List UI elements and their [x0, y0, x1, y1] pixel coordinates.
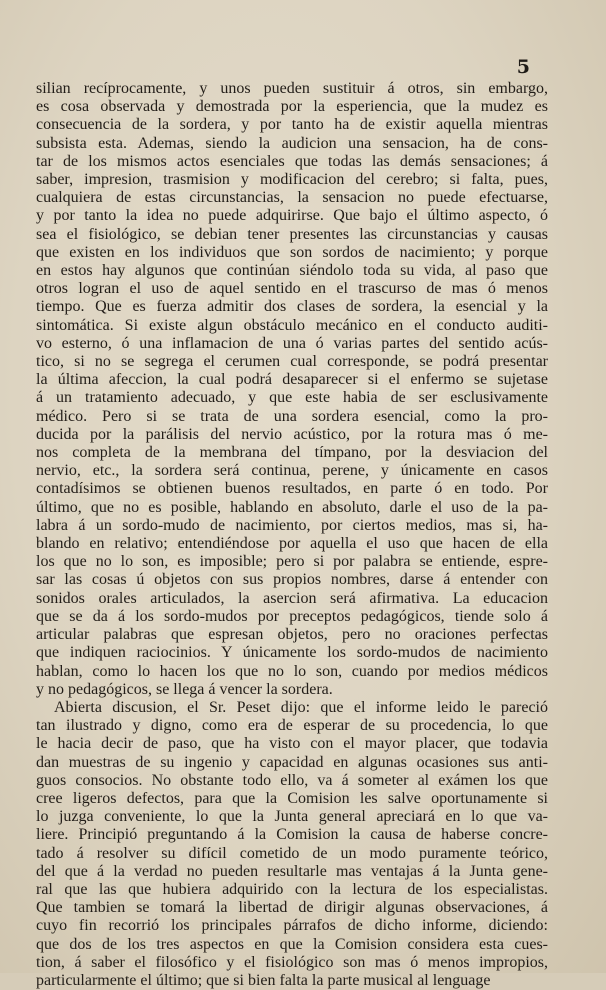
text-line: subsista esta. Ademas, siendo la audicion una sensacion, ha de cons-: [36, 134, 548, 152]
text-line: hablan, como lo hacen los que no lo son, cuando por medios médicos: [36, 662, 548, 680]
text-line: sar las cosas ú objetos con sus propios nombres, darse á entender con: [36, 571, 548, 589]
text-line: es cosa observada y demostrada por la esperiencia, que la mudez es: [36, 98, 548, 116]
text-line: contadísimos se obtienen buenos resultados, en parte ó en todo. Por: [36, 480, 548, 498]
text-line: Que tambien se tomará la libertad de dirigir algunas observaciones, á: [36, 899, 548, 917]
text-line: sea el fisiológico, se debian tener presentes las circunstancias y causas: [36, 225, 548, 243]
text-line: ral que las que hubiera adquirido con la lectura de los especialistas.: [36, 880, 548, 898]
text-line: tan ilustrado y digno, como era de esperar de su procedencia, lo que: [36, 717, 548, 735]
text-line: que indiquen raciocinios. Y únicamente los sordo-mudos de nacimiento: [36, 644, 548, 662]
text-line: tiempo. Que es fuerza admitir dos clases de sordera, la esencial y la: [36, 298, 548, 316]
text-line: guos consocios. No obstante todo ello, va á someter al exámen los que: [36, 771, 548, 789]
text-line: sintomática. Si existe algun obstáculo mecánico en el conducto auditi-: [36, 316, 548, 334]
text-line: del que á la verdad no pueden resultarle mas ventajas á la Junta gene-: [36, 862, 548, 880]
text-line: cualquiera de estas circunstancias, la sensacion no puede efectuarse,: [36, 189, 548, 207]
text-line: silian recíprocamente, y unos pueden sustituir á otros, sin embargo,: [36, 80, 548, 97]
body-text: [36, 80, 548, 990]
text-line: nos completa de la membrana del tímpano, por la desviacion del: [36, 444, 548, 462]
text-line: dan muestras de su ingenio y capacidad en algunas ocasiones sus anti-: [36, 753, 548, 771]
text-line: á un tratamiento adecuado, y que este habia de ser esclusivamente: [36, 389, 548, 407]
text-line: médico. Pero si se trata de una sordera esencial, como la pro-: [36, 407, 548, 425]
text-line: tar de los mismos actos esenciales que todas las demás sensaciones; á: [36, 152, 548, 170]
text-line: cree ligeros defectos, para que la Comision les salve oportunamente si: [36, 789, 548, 807]
text-line: que existen en los individuos que son sordos de nacimiento; y porque: [36, 243, 548, 261]
text-line: particularmente el último; que si bien falta la parte musical al lenguage: [36, 971, 491, 989]
text-line: Abierta discusion, el Sr. Peset dijo: que el informe leido le pareció: [54, 698, 548, 716]
text-line: y no pedagógicos, se llega á vencer la sordera.: [36, 680, 333, 698]
page-number: 5: [516, 56, 530, 78]
text-line: sonidos orales articulados, la asercion será afirmativa. La educacion: [36, 589, 548, 607]
text-line: cuyo fin recorrió los principales párrafos de dicho informe, diciendo:: [36, 917, 548, 935]
text-line: los que no lo son, es imposible; pero si por palabra se entiende, espre-: [36, 553, 548, 571]
text-line: labra á un sordo-mudo de nacimiento, por ciertos medios, mas si, ha-: [36, 516, 548, 534]
text-line: liere. Principió preguntando á la Comision la causa de haberse concre-: [36, 826, 548, 844]
paragraph: [36, 699, 548, 990]
paragraph: [36, 80, 548, 699]
text-line: le hacia decir de paso, que ha visto con el mayor placer, que todavia: [36, 735, 548, 753]
text-line: que se da á los sordo-mudos por preceptos pedagógicos, tiende solo á: [36, 607, 548, 625]
text-line: la última afeccion, la cual podrá desaparecer si el enfermo se sujetase: [36, 371, 548, 389]
text-line: saber, impresion, trasmision y modificacion del cerebro; si falta, pues,: [36, 171, 548, 189]
text-line: último, que no es posible, hablando en absoluto, darle el uso de la pa-: [36, 498, 548, 516]
text-line: nervio, etc., la sordera será continua, perene, y únicamente en casos: [36, 462, 548, 480]
text-line: lo juzga conveniente, lo que la Junta general apreciará en lo que va-: [36, 808, 548, 826]
text-line: en estos hay algunos que continúan siéndolo toda su vida, al paso que: [36, 262, 548, 280]
text-line: blando en relativo; entendiéndose por aquella el uso que hacen de ella: [36, 535, 548, 553]
text-line: tion, á saber el filosófico y el fisiológico son mas ó menos impropios,: [36, 953, 548, 971]
text-line: tado á resolver su difícil cometido de un modo puramente teórico,: [36, 844, 548, 862]
text-line: articular palabras que espresan objetos, pero no oraciones perfectas: [36, 626, 548, 644]
text-line: consecuencia de la sordera, y por tanto ha de existir aquella mientras: [36, 116, 548, 134]
text-line: ducida por la parálisis del nervio acústico, por la rotura mas ó me-: [36, 425, 548, 443]
text-line: tico, si no se segrega el cerumen cual corresponde, se podrá presentar: [36, 353, 548, 371]
text-line: y por tanto la idea no puede adquirirse. Que bajo el último aspecto, ó: [36, 207, 548, 225]
text-line: vo esterno, ó una inflamacion de una ó varias partes del sentido acús-: [36, 334, 548, 352]
text-line: que dos de los tres aspectos en que la Comision considera esta cues-: [36, 935, 548, 953]
text-line: otros logran el uso de aquel sentido en el trascurso de mas ó menos: [36, 280, 548, 298]
